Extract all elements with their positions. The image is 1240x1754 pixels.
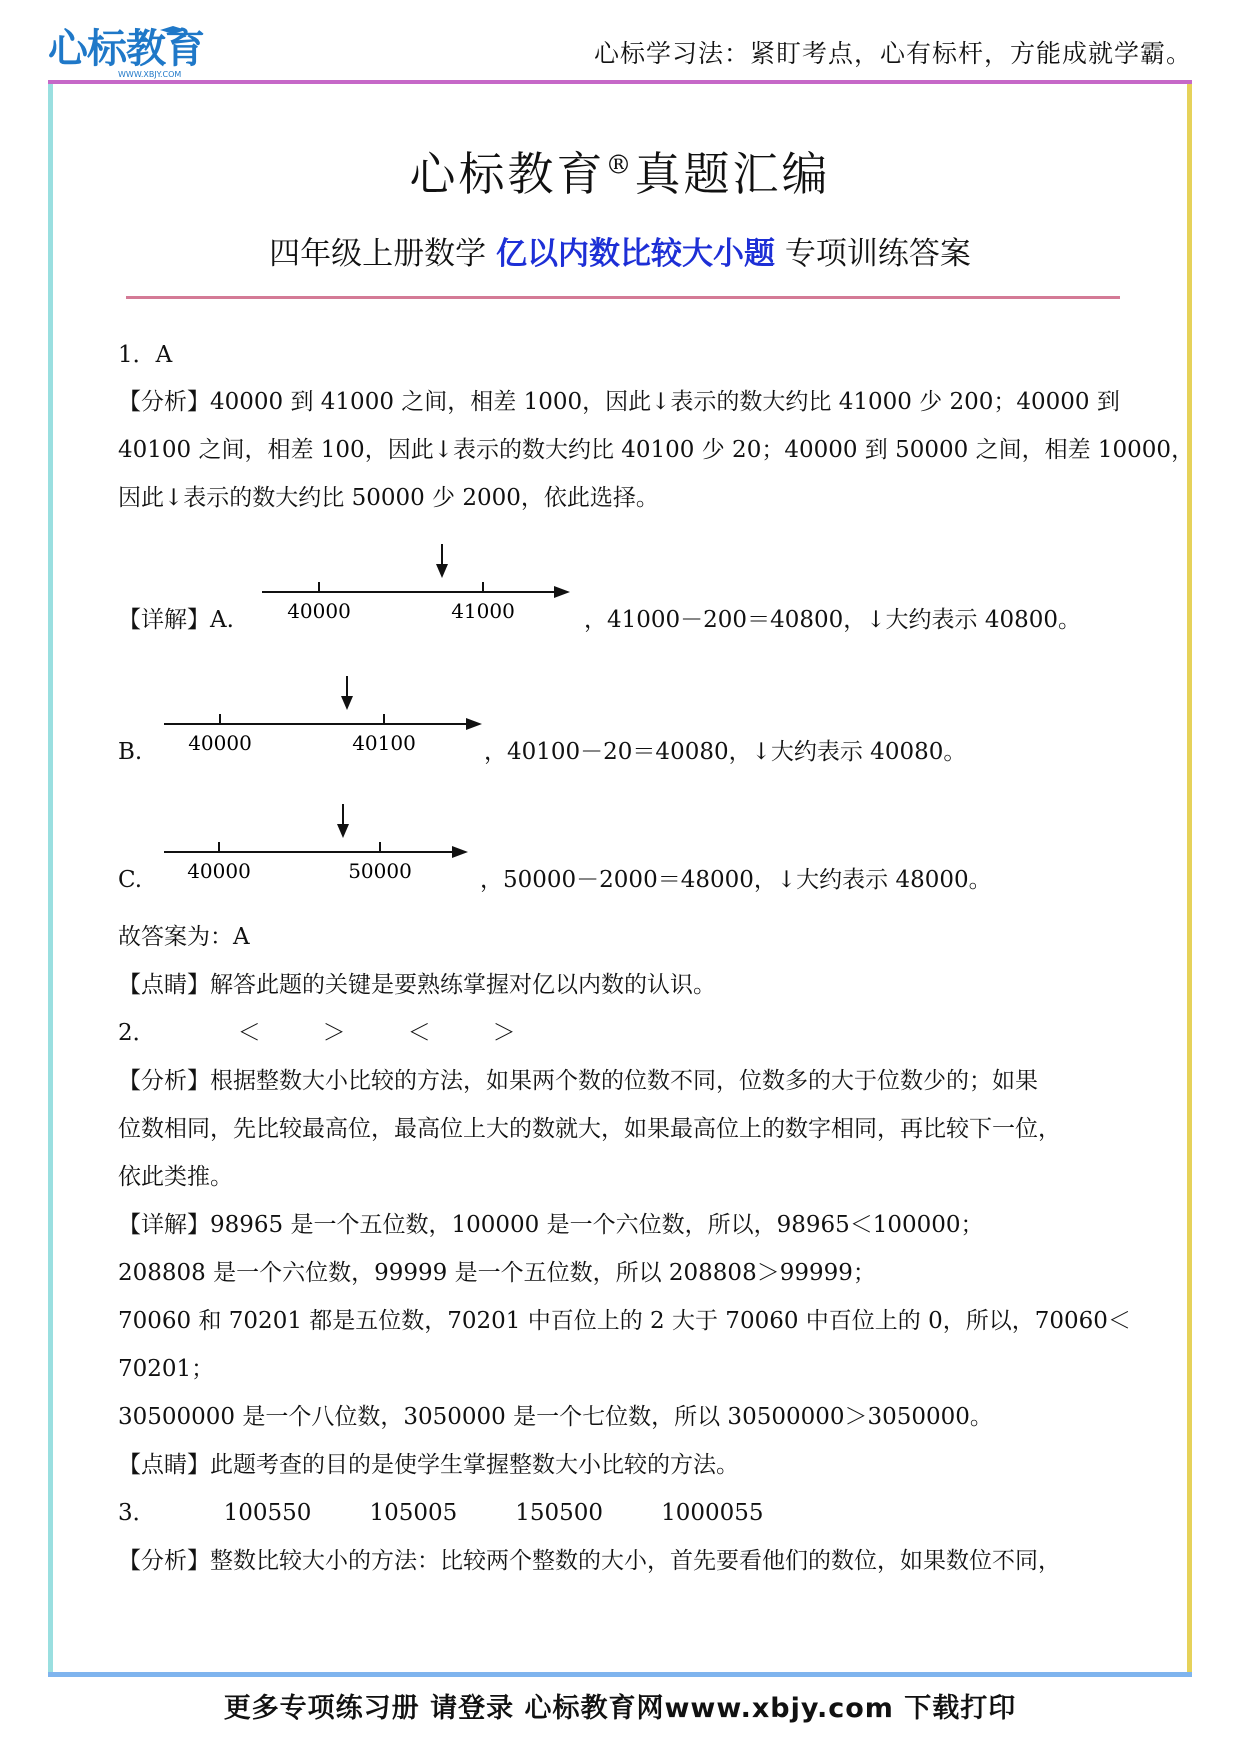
q1-b-label: B. [118,739,143,765]
registered-mark: ® [605,150,635,181]
q3-head [118,1498,764,1528]
q3-answer-3: 150500 [515,1500,604,1526]
q2-detail-line-4: 70201； [118,1356,215,1382]
q1-answer: 故答案为：A [118,924,250,950]
analysis-text: 40000 到 41000 之间，相差 1000，因此↓表示的数大约比 41000 少 200；40000 到 [210,389,1120,415]
tick-label-left: 40000 [287,599,351,623]
q1-head: 1．A [118,342,173,368]
q1-detail-label: 【详解】A. [118,607,234,633]
detail-text: 98965 是一个五位数，100000 是一个六位数，所以，98965＜100000； [210,1212,984,1238]
q1-analysis-line-2: 40100 之间，相差 100，因此↓表示的数大约比 40100 少 20；40000 到 50000 之间，相差 10000， [118,437,1195,463]
title-main: 心标教育 [409,147,606,201]
down-arrow-head-icon [341,696,353,710]
q2-tip [118,1450,739,1480]
tip-text: 此题考查的目的是使学生掌握整数大小比较的方法。 [210,1452,739,1478]
q2-detail-line-3: 70060 和 70201 都是五位数，70201 中百位上的 2 大于 70060 中百位上的 0，所以，70060＜ [118,1308,1131,1334]
q2-answer-2: ＞ [322,1020,346,1046]
q1-c-label: C. [118,867,143,893]
subtitle-suffix: 专项训练答案 [784,236,971,272]
analysis-label: 【分析】 [118,389,210,415]
page-title [0,138,1240,204]
header-motto: 心标学习法：紧盯考点，心有标杆，方能成就学霸。 [593,39,1192,68]
right-border [1187,84,1192,1674]
q2-head [118,1018,516,1048]
down-arrow-head-icon [337,824,349,838]
q1-c-text: ，50000－2000＝48000，↓大约表示 48000。 [480,867,992,893]
q2-detail-line-1 [118,1210,984,1240]
subtitle-grade: 四年级上册数学 [269,236,487,272]
subtitle-topic: 亿以内数比较大小题 [496,236,775,272]
q2-answer-1: ＜ [237,1020,261,1046]
tick-label-right: 41000 [451,599,515,623]
tick-label-right: 40100 [352,731,416,755]
title-divider [126,296,1120,299]
q2-analysis-line-2: 位数相同，先比较最高位，最高位上大的数就大，如果最高位上的数字相同，再比较下一位， [118,1116,1061,1142]
q3-answer-1: 100550 [223,1500,312,1526]
analysis-text: 整数比较大小的方法：比较两个整数的大小，首先要看他们的数位，如果数位不同， [210,1548,1061,1574]
axis-arrowhead [466,718,482,730]
footer-banner: 更多专项练习册 请登录 心标教育网www.xbjy.com 下载打印 [223,1693,1017,1724]
logo-text: 心标教育 [48,26,204,72]
q1-analysis-line-1 [118,387,1120,417]
logo-url: WWW.XBJY.COM [118,70,182,79]
q3-analysis-line-1 [118,1546,1061,1576]
number-line-b [160,672,490,757]
top-border [48,80,1192,84]
logo [48,24,208,82]
tick-label-left: 40000 [187,859,251,883]
q2-analysis-line-1 [118,1066,1038,1096]
axis-arrowhead [554,586,570,598]
down-arrow-head-icon [436,564,448,578]
q2-number: 2． [118,1020,156,1046]
tip-text: 解答此题的关键是要熟练掌握对亿以内数的认识。 [210,972,716,998]
detail-label: 【详解】 [118,1212,210,1238]
tick-label-right: 50000 [348,859,412,883]
number-line-c [160,800,490,885]
analysis-label: 【分析】 [118,1548,210,1574]
analysis-text: 根据整数大小比较的方法，如果两个数的位数不同，位数多的大于位数少的；如果 [210,1068,1038,1094]
q2-detail-line-5: 30500000 是一个八位数，3050000 是一个七位数，所以 30500000＞3050000。 [118,1404,993,1430]
q1-tip [118,970,716,1000]
tip-label: 【点睛】 [118,972,210,998]
q2-analysis-line-3: 依此类推。 [118,1164,233,1190]
tick-label-left: 40000 [188,731,252,755]
axis-arrowhead [452,846,468,858]
q1-b-text: ，40100－20＝40080，↓大约表示 40080。 [484,739,967,765]
q2-detail-line-2: 208808 是一个六位数，99999 是一个五位数，所以 208808＞99999； [118,1260,876,1286]
q1-a-text: ，41000－200＝40800，↓大约表示 40800。 [584,607,1081,633]
q2-answer-4: ＞ [492,1020,516,1046]
title-rest: 真题汇编 [634,147,831,201]
q2-answer-3: ＜ [407,1020,431,1046]
analysis-label: 【分析】 [118,1068,210,1094]
tip-label: 【点睛】 [118,1452,210,1478]
left-border [48,84,53,1674]
q3-answer-2: 105005 [369,1500,458,1526]
number-line-a [258,540,578,625]
q3-answer-4: 1000055 [661,1500,764,1526]
page-subtitle [0,228,1240,273]
q3-number: 3． [118,1500,156,1526]
q1-analysis-line-3: 因此↓表示的数大约比 50000 少 2000，依此选择。 [118,485,659,511]
bottom-border [48,1672,1192,1677]
